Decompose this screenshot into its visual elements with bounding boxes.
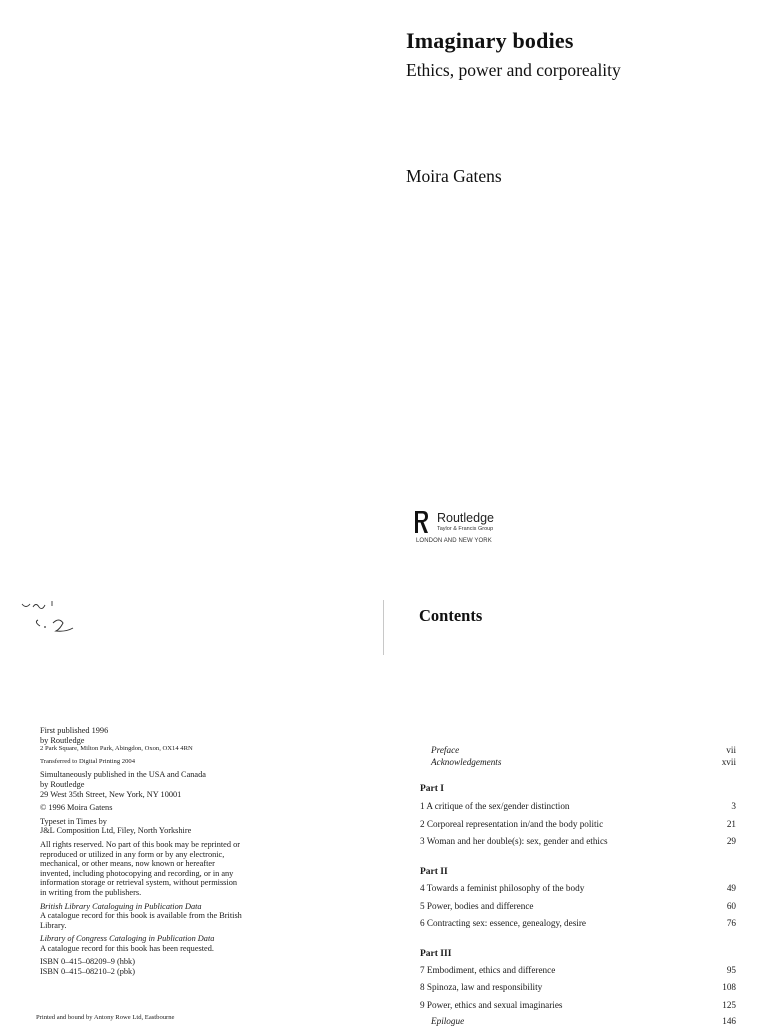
copyright-line: Transferred to Digital Printing 2004: [40, 757, 135, 765]
toc-entry-label: 5 Power, bodies and difference: [420, 901, 534, 911]
toc-entry-page: 60: [726, 901, 736, 911]
toc-entry-label: 4 Towards a feminist philosophy of the body: [420, 883, 585, 893]
toc-entry-page: 146: [722, 1016, 736, 1026]
publisher-name: Routledge: [437, 511, 494, 525]
book-author: Moira Gatens: [406, 166, 502, 186]
copyright-line: British Library Cataloguing in Publication Data: [40, 901, 202, 911]
handwritten-marks: [18, 596, 88, 636]
toc-entry: [420, 836, 736, 848]
copyright-line: ISBN 0–415–08210–2 (pbk): [40, 967, 135, 977]
copyright-block: [40, 726, 340, 977]
toc-entry-label: 9 Power, ethics and sexual imaginaries: [420, 1000, 563, 1010]
copyright-line: Typeset in Times by: [40, 816, 107, 826]
toc-entry-label: Preface: [431, 745, 460, 755]
toc-entry: [420, 1016, 736, 1028]
toc-entry-page: xvii: [721, 757, 736, 767]
copyright-line: First published 1996: [40, 726, 109, 735]
toc-entry-label: Acknowledgements: [431, 757, 502, 767]
book-subtitle: Ethics, power and corporeality: [406, 60, 621, 80]
toc-part-label: Part I: [420, 784, 445, 794]
toc-entry-label: 2 Corporeal representation in/and the body politic: [420, 819, 604, 829]
copyright-line: A catalogue record for this book is available from the British: [40, 911, 242, 921]
toc-entry: [420, 757, 736, 769]
scan-divider-line: [383, 600, 384, 655]
copyright-line: by Routledge: [40, 735, 85, 745]
copyright-line: Library of Congress Cataloging in Publication Data: [40, 934, 215, 944]
toc-entry-page: 95: [726, 965, 736, 975]
toc-entry-page: 49: [726, 883, 736, 893]
copyright-line: A catalogue record for this book has been requested.: [40, 943, 214, 953]
publisher-cities: LONDON AND NEW YORK: [416, 538, 492, 544]
toc-part-heading: [420, 867, 736, 879]
book-title: Imaginary bodies: [406, 28, 574, 53]
copyright-line: mechanical, or other means, now known or hereafter: [40, 859, 215, 869]
toc-entry: [420, 982, 736, 994]
toc-entry-page: 29: [726, 836, 736, 846]
toc-entry-label: 3 Woman and her double(s): sex, gender and ethics: [420, 836, 608, 846]
toc-entry: [420, 1000, 736, 1012]
copyright-line: Simultaneously published in the USA and Canada: [40, 770, 206, 780]
toc-entry: [420, 745, 736, 757]
copyright-line: 29 West 35th Street, New York, NY 10001: [40, 789, 182, 799]
toc-entry-page: 3: [731, 801, 736, 811]
copyright-line: by Routledge: [40, 779, 85, 789]
toc-entry: [420, 801, 736, 813]
copyright-line: Library.: [40, 920, 67, 930]
copyright-line: invented, including photocopying and recording, or in any: [40, 868, 234, 878]
toc-entry: [420, 883, 736, 895]
toc-entry-label: 1 A critique of the sex/gender distinction: [420, 801, 570, 811]
toc-entry-label: 7 Embodiment, ethics and difference: [420, 965, 556, 975]
toc-entry-page: 76: [726, 918, 736, 928]
copyright-line: All rights reserved. No part of this book may be reprinted or: [40, 839, 240, 849]
contents-heading: Contents: [419, 606, 483, 625]
toc-entry: [420, 918, 736, 930]
printer-credit: Printed and bound by Antony Rowe Ltd, Eastbourne: [36, 1014, 175, 1021]
copyright-line: 2 Park Square, Milton Park, Abingdon, Oxon, OX14 4RN: [40, 745, 193, 753]
toc-part-label: Part III: [420, 949, 452, 959]
toc-part-heading: [420, 784, 736, 796]
toc-part-heading: [420, 949, 736, 961]
copyright-line: reproduced or utilized in any form or by any electronic,: [40, 849, 225, 859]
toc-entry-page: 108: [722, 982, 736, 992]
toc-entry: [420, 819, 736, 831]
toc-entry: [420, 965, 736, 977]
toc-entry-page: vii: [726, 745, 736, 755]
copyright-line: © 1996 Moira Gatens: [40, 803, 113, 813]
routledge-logo-icon: [415, 510, 429, 534]
toc-entry-page: 125: [722, 1000, 736, 1010]
toc-entry: [420, 901, 736, 913]
toc-part-label: Part II: [420, 867, 448, 877]
copyright-line: J&L Composition Ltd, Filey, North Yorkshire: [40, 826, 192, 836]
toc-entry-label: Epilogue: [431, 1016, 465, 1026]
publisher-group: Taylor & Francis Group: [437, 526, 494, 532]
toc-entry-page: 21: [726, 819, 736, 829]
toc-entry-label: 6 Contracting sex: essence, genealogy, desire: [420, 918, 586, 928]
copyright-line: information storage or retrieval system, without permission: [40, 878, 238, 888]
copyright-line: in writing from the publishers.: [40, 887, 142, 897]
toc-entry-label: 8 Spinoza, law and responsibility: [420, 982, 543, 992]
copyright-line: ISBN 0–415–08209–9 (hbk): [40, 957, 135, 967]
